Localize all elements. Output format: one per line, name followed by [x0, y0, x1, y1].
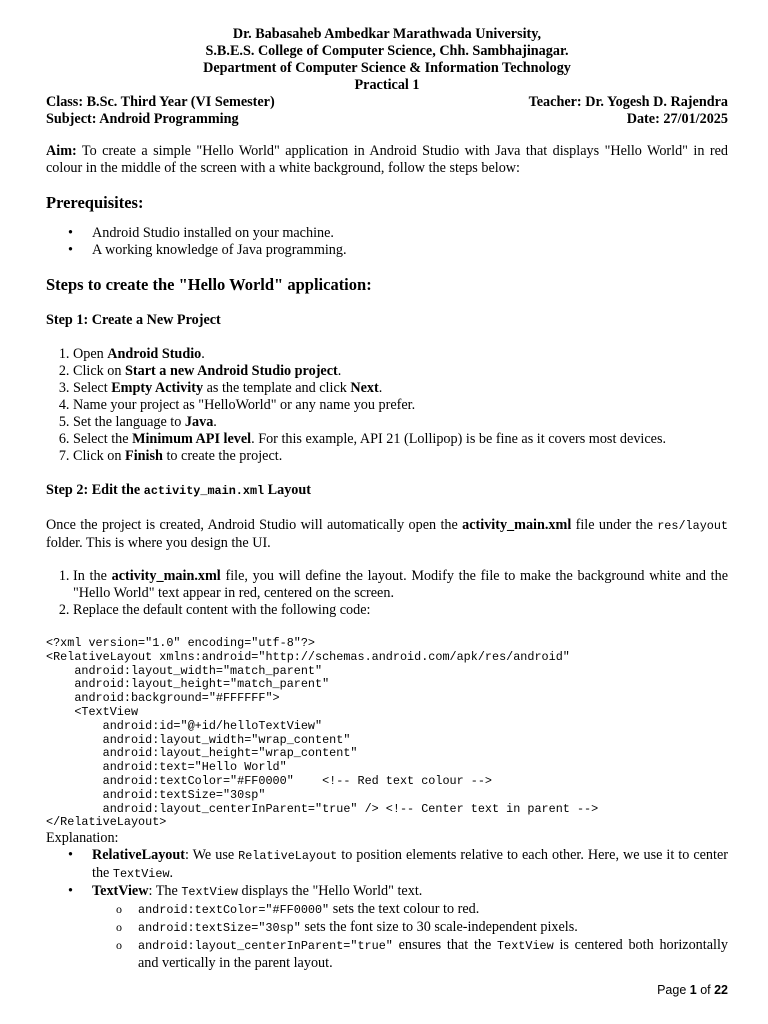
list-item: 2. Click on Start a new Android Studio project. [73, 363, 728, 380]
list-item: o android:layout_centerInParent="true" ensures that the TextView is centered both horizontally and vertically in the parent layout. [138, 937, 728, 972]
page-number: Page 1 of 22 [657, 983, 728, 997]
list-item: • A working knowledge of Java programming. [92, 242, 728, 259]
prerequisites-heading: Prerequisites: [46, 193, 144, 212]
class-teacher-row [46, 94, 728, 111]
subject-date-row [46, 111, 728, 128]
list-item: • TextView: The TextView displays the "Hello World" text. o android:textColor="#FF0000" sets the text colour to red. o android:textSize="30sp" sets the font size to 30 scale-independent pixels. o android:layout_centerInParent="true" ensures that the TextView is centered both horizontally and vertically in the parent layout. [92, 883, 728, 972]
document-header [46, 26, 728, 94]
teacher-label: Teacher: Dr. Yogesh D. Rajendra [528, 94, 728, 110]
list-item: • RelativeLayout: We use RelativeLayout to position elements relative to each other. Here, we use it to center the TextView. [92, 847, 728, 883]
list-item: 3. Select Empty Activity as the template and click Next. [73, 380, 728, 397]
aim-text: To create a simple "Hello World" application in Android Studio with Java that displays "Hello World" in red colour in the middle of the screen with a white background, follow the steps below: [46, 143, 728, 176]
document-page [46, 26, 728, 972]
aim-paragraph [46, 143, 728, 177]
list-item: 6. Select the Minimum API level. For this example, API 21 (Lollipop) is be fine as it covers most devices. [73, 431, 728, 448]
list-item: 2. Replace the default content with the following code: [73, 602, 728, 619]
list-item: o android:textColor="#FF0000" sets the text colour to red. [138, 901, 728, 919]
list-item: 1. In the activity_main.xml file, you will define the layout. Modify the file to make the background white and the "Hello World" text appear in red, centered on the screen. [73, 568, 728, 602]
list-item: 5. Set the language to Java. [73, 414, 728, 431]
class-label: Class: B.Sc. Third Year (VI Semester) [46, 94, 275, 110]
explanation-list [46, 847, 728, 972]
department-name: Department of Computer Science & Information Technology [203, 60, 571, 76]
prerequisites-list [46, 225, 728, 259]
subject-label: Subject: Android Programming [46, 111, 239, 127]
list-item: • Android Studio installed on your machine. [92, 225, 728, 242]
practical-title: Practical 1 [354, 77, 420, 93]
step1-list [46, 346, 728, 465]
step1-heading: Step 1: Create a New Project [46, 312, 221, 328]
list-item: 1. Open Android Studio. [73, 346, 728, 363]
step2-list [46, 568, 728, 619]
university-name: Dr. Babasaheb Ambedkar Marathwada University, [232, 26, 542, 42]
explanation-label: Explanation: [46, 830, 119, 847]
list-item: 4. Name your project as "HelloWorld" or any name you prefer. [73, 397, 728, 414]
aim-label: Aim: [46, 143, 77, 159]
date-label: Date: 27/01/2025 [626, 111, 728, 127]
list-item: 7. Click on Finish to create the project. [73, 448, 728, 465]
steps-heading: Steps to create the "Hello World" application: [46, 275, 372, 294]
sub-list [92, 901, 728, 972]
step2-paragraph: Once the project is created, Android Studio will automatically open the activity_main.xml file under the res/layout folder. This is where you design the UI. [46, 517, 729, 551]
xml-code-block: <?xml version="1.0" encoding="utf-8"?> <RelativeLayout xmlns:android="http://schemas.android.com/apk/res/android" android:layout_width="match_parent" android:layout_height="match_parent" android:background="#FFFFFF"> <TextView android:id="@+id/helloTextView" android:layout_width="wrap_content" android:layout_height="wrap_content" android:text="Hello World" android:textColor="#FF0000" <!-- Red text colour --> android:textSize="30sp" android:layout_centerInParent="true" /> <!-- Center text in parent --> </RelativeLayout> [46, 636, 599, 830]
list-item: o android:textSize="30sp" sets the font size to 30 scale-independent pixels. [138, 919, 728, 937]
step2-heading: Step 2: Edit the activity_main.xml Layout [46, 482, 312, 498]
college-name: S.B.E.S. College of Computer Science, Chh. Sambhajinagar. [205, 43, 569, 59]
